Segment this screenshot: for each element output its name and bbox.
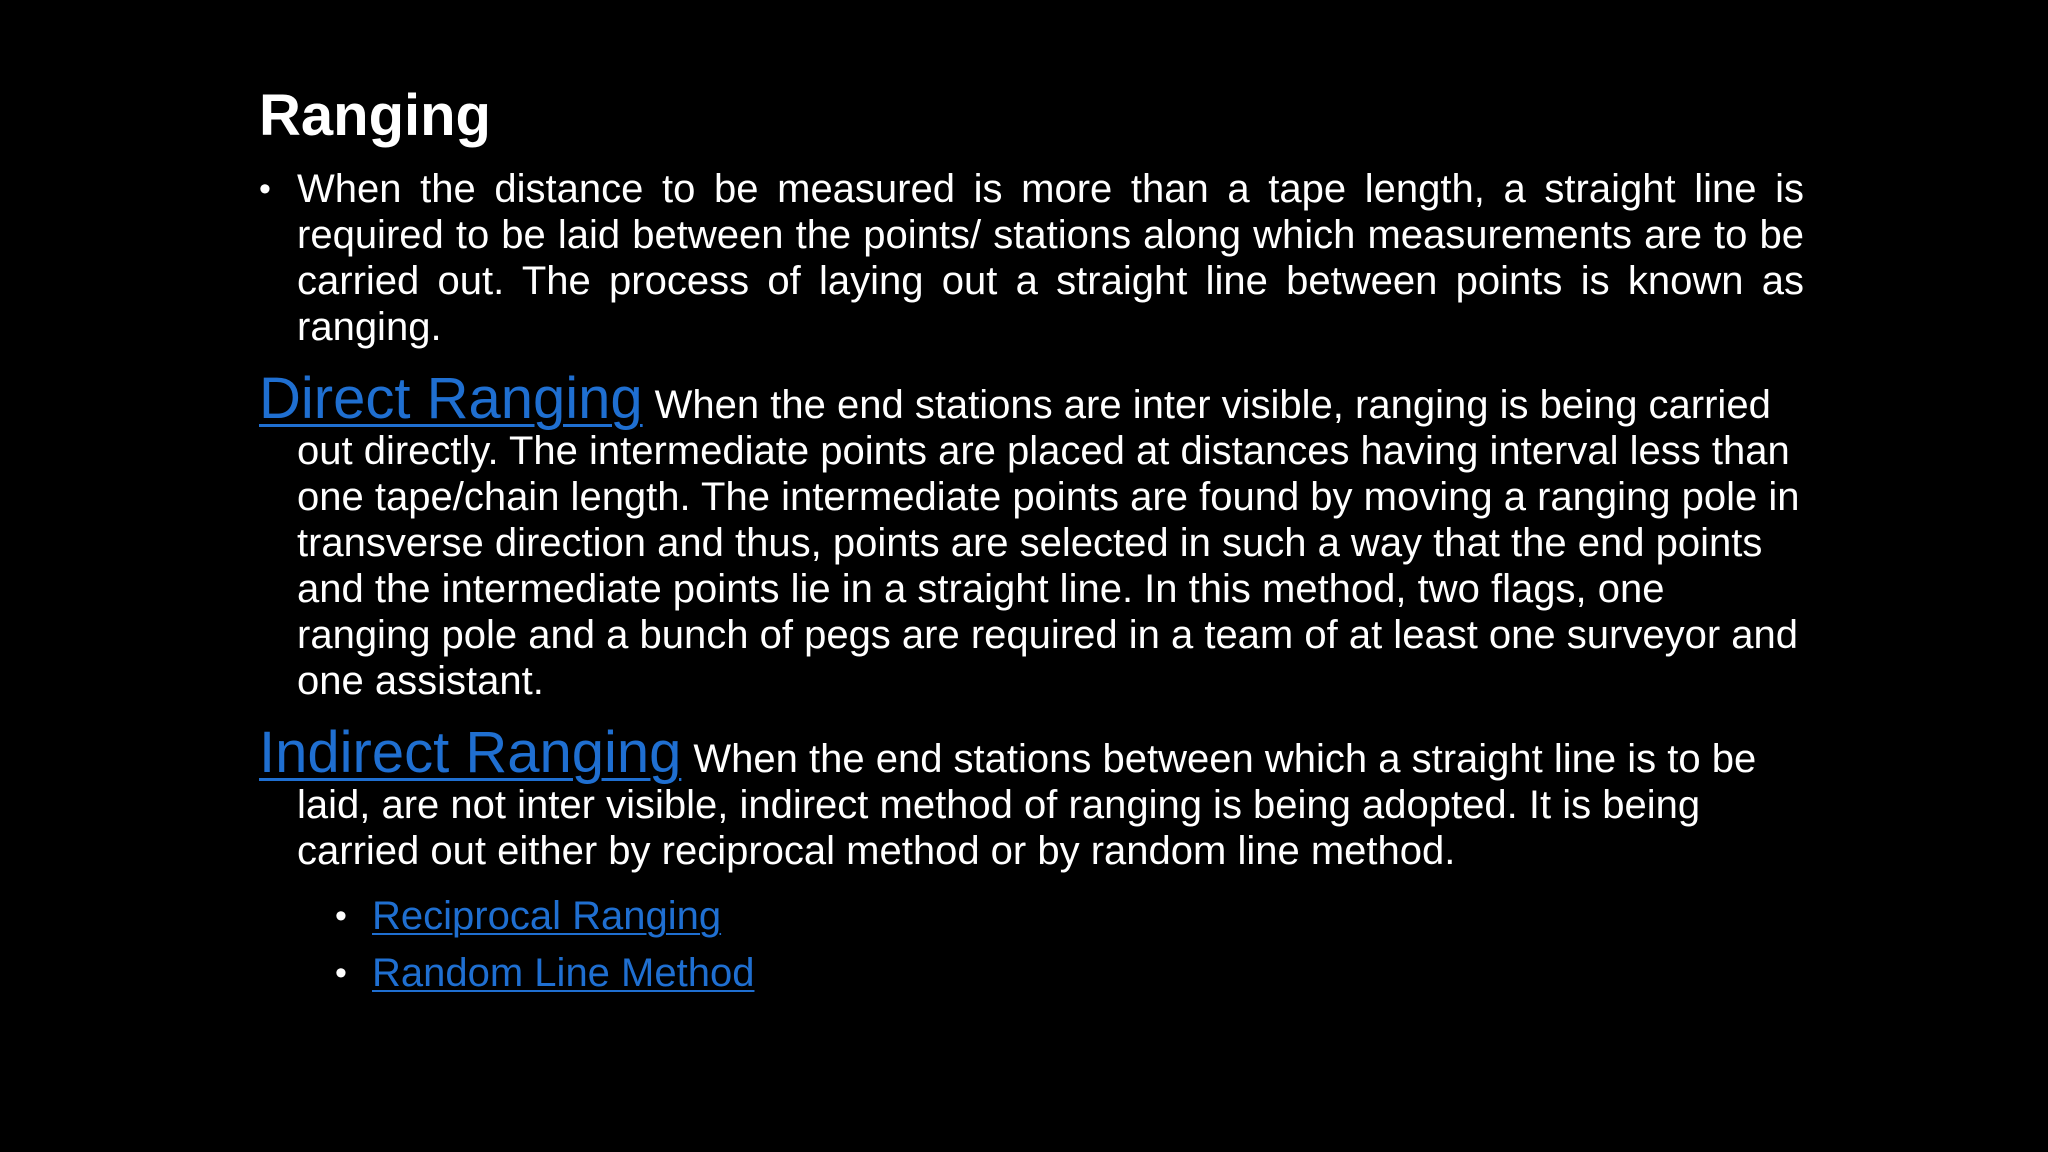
- indirect-ranging-text: When the end stations between which a straight line is to be laid, are not inter visible, indirect method of ranging is being adopted. It is being carried out either by reciprocal method or by random line method.: [297, 737, 1757, 873]
- intro-bullet-item: [259, 166, 1804, 350]
- indirect-ranging-section: [259, 720, 1804, 874]
- direct-ranging-link[interactable]: Direct Ranging: [259, 366, 643, 431]
- intro-text: When the distance to be measured is more than a tape length, a straight line is required to be laid between the points/ stations along which measurements are to be carried out. The process of laying out a straight line between points is known as ranging.: [297, 167, 1804, 349]
- bullet-icon: •: [259, 170, 271, 208]
- list-item-random-line-method: [335, 945, 1804, 1002]
- slide-title: Ranging: [259, 83, 491, 148]
- reciprocal-ranging-link[interactable]: Reciprocal Ranging: [372, 894, 722, 938]
- indirect-ranging-link[interactable]: Indirect Ranging: [259, 720, 682, 785]
- random-line-method-link[interactable]: Random Line Method: [372, 951, 755, 995]
- list-item-reciprocal-ranging: [335, 888, 1804, 945]
- bullet-icon: •: [335, 954, 347, 992]
- direct-ranging-text: When the end stations are inter visible, ranging is being carried out directly. The intermediate points are placed at distances having interval less than one tape/chain length. The intermediate points are found by moving a ranging pole in transverse direction and thus, points are selected in such a way that the end points and the intermediate points lie in a straight line. In this method, two flags, one ranging pole and a bunch of pegs are required in a team of at least one surveyor and one assistant.: [297, 383, 1800, 703]
- slide-content: [259, 166, 1804, 1002]
- bullet-icon: •: [335, 897, 347, 935]
- indirect-methods-list: [259, 888, 1804, 1002]
- direct-ranging-section: [259, 366, 1804, 704]
